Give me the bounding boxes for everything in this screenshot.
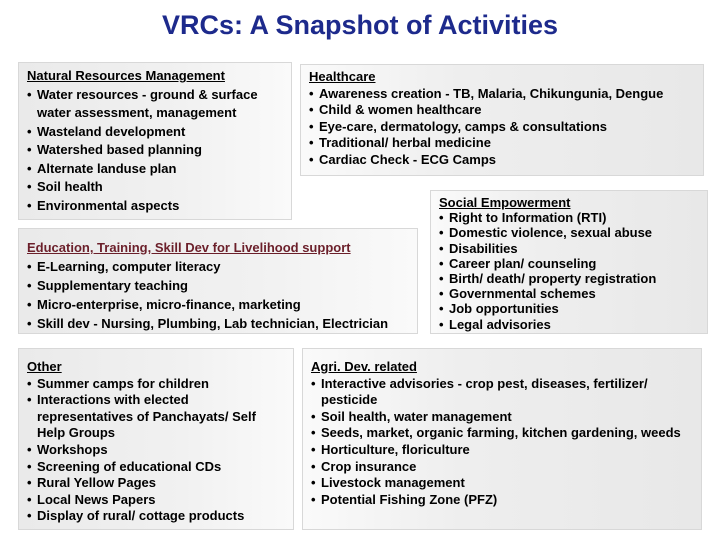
bullet-icon: • bbox=[27, 278, 32, 293]
bullet-icon: • bbox=[309, 135, 314, 151]
bullet-icon: • bbox=[439, 225, 444, 241]
social-empowerment-heading: Social Empowerment bbox=[439, 195, 571, 210]
bullet-icon: • bbox=[439, 255, 444, 271]
bullet-icon: • bbox=[311, 408, 316, 424]
bullet-icon: • bbox=[439, 316, 444, 332]
bullet-icon: • bbox=[439, 271, 444, 287]
list-item: • Domestic violence, sexual abuse bbox=[439, 225, 653, 241]
list-item: • Seeds, market, organic farming, kitchen gardening, weeds bbox=[311, 425, 681, 441]
bullet-icon: • bbox=[311, 475, 316, 491]
agri-heading: Agri. Dev. related bbox=[311, 359, 417, 374]
list-item: • Potential Fishing Zone (PFZ) bbox=[311, 491, 498, 507]
natural-resources-box bbox=[18, 62, 292, 220]
bullet-icon: • bbox=[27, 259, 32, 274]
social-empowerment-list bbox=[439, 210, 699, 332]
bullet-icon: • bbox=[439, 210, 444, 226]
bullet-icon: • bbox=[27, 375, 32, 391]
education-list bbox=[27, 257, 409, 333]
list-item: • Interactive advisories - crop pest, diseases, fertilizer/ pesticide bbox=[311, 375, 648, 408]
list-item: • Job opportunities bbox=[439, 301, 559, 317]
bullet-icon: • bbox=[27, 508, 32, 524]
list-item: • Traditional/ herbal medicine bbox=[309, 135, 491, 151]
bullet-icon: • bbox=[27, 123, 32, 139]
bullet-icon: • bbox=[27, 491, 32, 507]
list-item: • Horticulture, floriculture bbox=[311, 441, 470, 457]
list-item: • Watershed based planning bbox=[27, 141, 283, 160]
bullet-icon: • bbox=[311, 425, 316, 441]
bullet-icon: • bbox=[27, 197, 32, 213]
bullet-icon: • bbox=[309, 118, 314, 134]
list-item: • Alternate landuse plan bbox=[27, 160, 283, 179]
bullet-icon: • bbox=[27, 441, 32, 457]
bullet-icon: • bbox=[27, 458, 32, 474]
list-item: • Workshops bbox=[27, 441, 108, 457]
list-item: • Right to Information (RTI) bbox=[439, 210, 607, 226]
list-item: • Micro-enterprise, micro-finance, marketing bbox=[27, 297, 301, 312]
healthcare-box bbox=[300, 64, 704, 176]
bullet-icon: • bbox=[309, 102, 314, 118]
bullet-icon: • bbox=[27, 392, 32, 408]
list-item: • Cardiac Check - ECG Camps bbox=[309, 151, 497, 167]
list-item: • Livestock management bbox=[311, 475, 465, 491]
list-item: • Supplementary teaching bbox=[27, 278, 188, 293]
agri-box bbox=[302, 348, 702, 530]
list-item: • Legal advisories bbox=[439, 316, 551, 332]
other-list bbox=[27, 376, 285, 525]
list-item: • Display of rural/ cottage products bbox=[27, 508, 245, 524]
list-item: • Disabilities bbox=[439, 240, 518, 256]
bullet-icon: • bbox=[27, 86, 32, 102]
healthcare-list bbox=[309, 86, 695, 169]
list-item: • Skill dev - Nursing, Plumbing, Lab technician, Electrician bbox=[27, 316, 389, 331]
bullet-icon: • bbox=[439, 301, 444, 317]
bullet-icon: • bbox=[27, 475, 32, 491]
list-item: • Career plan/ counseling bbox=[439, 255, 597, 271]
list-item: • Rural Yellow Pages bbox=[27, 475, 156, 491]
bullet-icon: • bbox=[311, 441, 316, 457]
list-item: • Birth/ death/ property registration bbox=[439, 271, 657, 287]
list-item: • Awareness creation - TB, Malaria, Chikungunia, Dengue bbox=[309, 85, 664, 101]
bullet-icon: • bbox=[27, 179, 32, 194]
bullet-icon: • bbox=[27, 297, 32, 312]
list-item: • Soil health, water management bbox=[311, 408, 512, 424]
bullet-icon: • bbox=[311, 375, 316, 391]
list-item: • Local News Papers bbox=[27, 491, 156, 507]
list-item: • Governmental schemes bbox=[439, 286, 596, 302]
social-empowerment-box bbox=[430, 190, 708, 334]
education-heading: Education, Training, Skill Dev for Livelihood support bbox=[27, 240, 351, 255]
other-box bbox=[18, 348, 294, 530]
list-item: • Child & women healthcare bbox=[309, 102, 482, 118]
list-item: • Water resources - ground & surface water assessment, management bbox=[27, 86, 258, 120]
list-item: • Environmental aspects bbox=[27, 197, 283, 216]
bullet-icon: • bbox=[311, 458, 316, 474]
list-item: • Soil health bbox=[27, 178, 283, 197]
bullet-icon: • bbox=[311, 491, 316, 507]
natural-resources-list bbox=[27, 86, 283, 216]
list-item: • Summer camps for children bbox=[27, 375, 209, 391]
bullet-icon: • bbox=[27, 160, 32, 176]
bullet-icon: • bbox=[309, 85, 314, 101]
list-item: • Screening of educational CDs bbox=[27, 458, 222, 474]
list-item: • Interactions with elected representatives of Panchayats/ Self Help Groups bbox=[27, 392, 256, 441]
list-item: • Wasteland development bbox=[27, 123, 283, 142]
bullet-icon: • bbox=[27, 316, 32, 331]
other-heading: Other bbox=[27, 359, 62, 374]
education-box bbox=[18, 228, 418, 334]
natural-resources-heading: Natural Resources Management bbox=[27, 68, 225, 83]
bullet-icon: • bbox=[309, 151, 314, 167]
list-item: • E-Learning, computer literacy bbox=[27, 259, 221, 274]
agri-list bbox=[311, 376, 693, 509]
healthcare-heading: Healthcare bbox=[309, 69, 376, 84]
bullet-icon: • bbox=[27, 142, 32, 157]
bullet-icon: • bbox=[439, 240, 444, 256]
bullet-icon: • bbox=[439, 286, 444, 302]
list-item: • Eye-care, dermatology, camps & consultations bbox=[309, 118, 608, 134]
list-item: • Crop insurance bbox=[311, 458, 417, 474]
slide-title: VRCs: A Snapshot of Activities bbox=[161, 10, 559, 40]
